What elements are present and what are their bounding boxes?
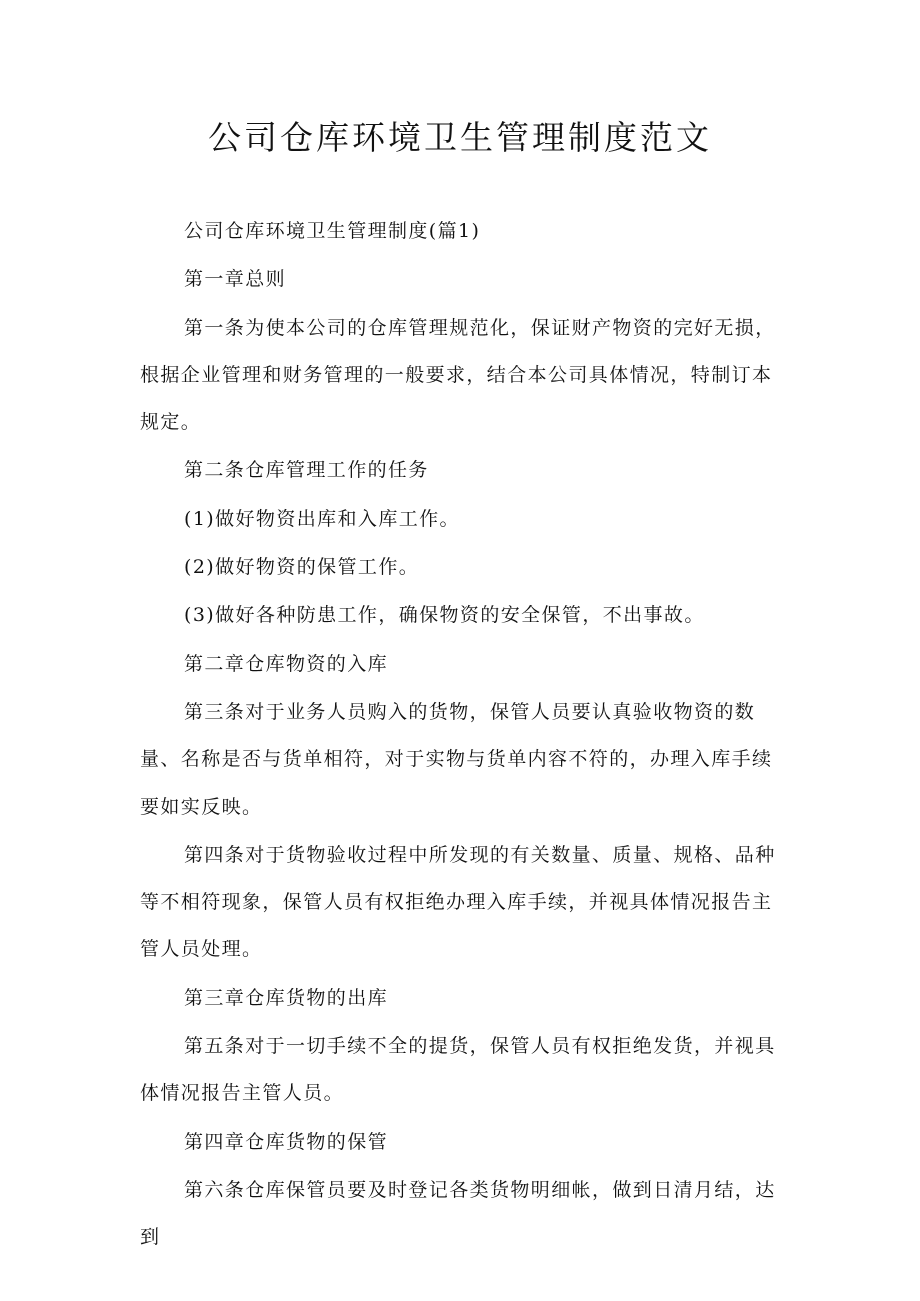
paragraph-article-6: 第六条仓库保管员要及时登记各类货物明细帐，做到日清月结，达到 — [140, 1178, 776, 1249]
paragraph-section-heading: 公司仓库环境卫生管理制度(篇1) — [184, 220, 481, 242]
paragraph-chapter-1: 第一章总则 — [184, 268, 287, 291]
paragraph-item-2: (2)做好物资的保管工作。 — [184, 556, 420, 579]
paragraph-item-1: (1)做好物资出库和入库工作。 — [184, 507, 460, 530]
paragraph-chapter-2: 第二章仓库物资的入库 — [184, 652, 389, 675]
paragraph-article-3: 第三条对于业务人员购入的货物，保管人员要认真验收物资的数量、名称是否与货单相符，对于实物与货单内容不符的，办理入库手续要如实反映。 — [140, 700, 773, 818]
document-title: 公司仓库环境卫生管理制度范文 — [208, 118, 712, 157]
paragraph-article-1: 第一条为使本公司的仓库管理规范化，保证财产物资的完好无损，根据企业管理和财务管理的一般要求，结合本公司具体情况，特制订本规定。 — [140, 316, 776, 434]
paragraph-item-3: (3)做好各种防患工作，确保物资的安全保管，不出事故。 — [184, 604, 705, 627]
paragraph-chapter-4: 第四章仓库货物的保管 — [184, 1130, 389, 1153]
paragraph-article-4: 第四条对于货物验收过程中所发现的有关数量、质量、规格、品种等不相符现象，保管人员有权拒绝办理入库手续，并视具体情况报告主管人员处理。 — [140, 843, 776, 961]
paragraph-chapter-3: 第三章仓库货物的出库 — [184, 986, 389, 1009]
paragraph-article-2: 第二条仓库管理工作的任务 — [184, 459, 429, 482]
document-body — [140, 208, 788, 1263]
paragraph-article-5: 第五条对于一切手续不全的提货，保管人员有权拒绝发货，并视具体情况报告主管人员。 — [140, 1035, 776, 1105]
